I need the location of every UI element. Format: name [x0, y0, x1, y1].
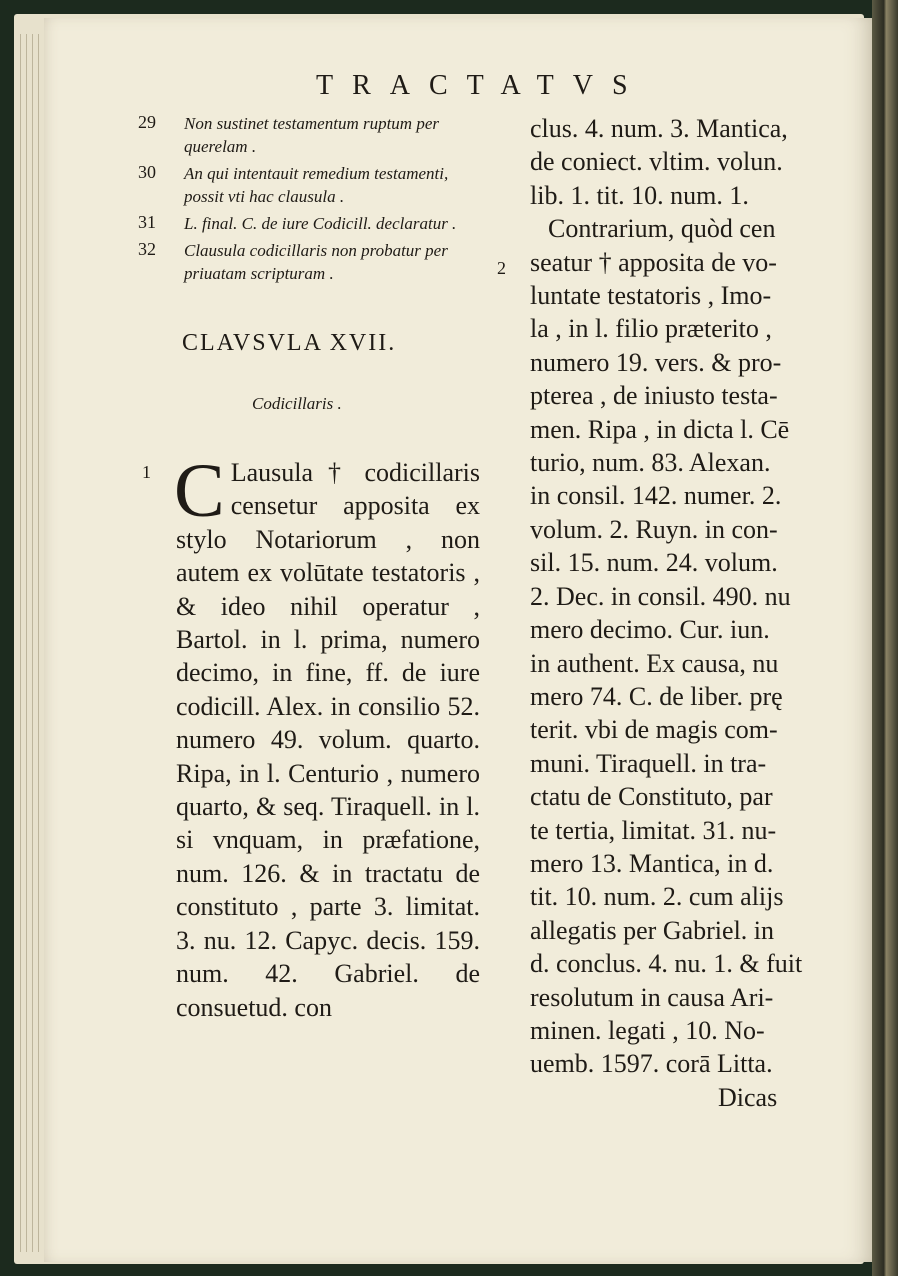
- text-line: minen. legati , 10. No-: [530, 1015, 765, 1045]
- drop-cap: C: [174, 449, 225, 533]
- index-text: Clausula codicillaris non probatur per priuatam scripturam .: [184, 241, 448, 283]
- text-line: muni. Tiraquell. in tra-: [530, 748, 767, 778]
- index-text: Non sustinet testamentum ruptum per querelam .: [184, 114, 439, 156]
- section-subtitle: Codicillaris .: [252, 394, 342, 413]
- text-line: mero 13. Mantica, in d.: [530, 848, 774, 878]
- text-line: in authent. Ex causa, nu: [530, 648, 779, 678]
- text-line: la , in l. filio præterito ,: [530, 314, 772, 344]
- text-line: d. conclus. 4. nu. 1. & fuit: [530, 949, 803, 979]
- margin-number: 1: [142, 462, 151, 482]
- index-number: 30: [138, 162, 156, 182]
- text-line: de coniect. vltim. volun.: [530, 147, 783, 177]
- right-column-text: [530, 112, 830, 1081]
- book-spine: [872, 0, 898, 1276]
- text-line: in consil. 142. numer. 2.: [530, 481, 782, 511]
- index-item: [138, 112, 483, 158]
- text-line: mero decimo. Cur. iun.: [530, 615, 770, 645]
- section-title: CLAVSVLA XVII.: [182, 330, 397, 356]
- text-line: mero 74. C. de liber. prę: [530, 681, 783, 711]
- page-edge-line: [38, 34, 39, 1252]
- text-line: terit. vbi de magis com-: [530, 715, 778, 745]
- index-item: [138, 162, 483, 208]
- page-edge-line: [32, 34, 33, 1252]
- index-number: 32: [138, 239, 156, 259]
- left-column-body: Lausula † codicillaris censetur apposita ex stylo Notariorum , non autem ex volūtate testatoris , & ideo nihil operatur , Bartol. in l. prima, numero decimo, in fine, ff. de iure codicill. Alex. in consilio 52. numero 49. volum. quarto. Ripa, in l. Centurio , numero quarto, & seq. Tiraquell. in l. si vnquam, in præfatione, num. 126. & in tractatu de constituto , parte 3. limitat. 3. nu. 12. Capyc. decis. 159. num. 42. Gabriel. de consuetud. con: [176, 458, 480, 1022]
- text-line: seatur † apposita de vo-: [530, 247, 777, 277]
- text-line: men. Ripa , in dicta l. Cē: [530, 414, 790, 444]
- index-text: An qui intentauit remedium testamenti, possit vti hac clausula .: [184, 164, 449, 206]
- text-line: allegatis per Gabriel. in: [530, 915, 775, 945]
- text-line: tit. 10. num. 2. cum alijs: [530, 882, 784, 912]
- text-line: volum. 2. Ruyn. in con-: [530, 514, 778, 544]
- text-line: pterea , de iniusto testa-: [530, 381, 778, 411]
- running-title: TRACTATVS: [316, 70, 647, 101]
- text-line: ctatu de Constituto, par: [530, 782, 773, 812]
- text-line: numero 19. vers. & pro-: [530, 347, 782, 377]
- index-item: [138, 212, 483, 235]
- page-edge-line: [20, 34, 21, 1252]
- index-number: 29: [138, 112, 156, 132]
- page-edge-line: [26, 34, 27, 1252]
- text-line: lib. 1. tit. 10. num. 1.: [530, 180, 749, 210]
- text-line: Contrarium, quòd cen: [548, 214, 776, 244]
- text-line: clus. 4. num. 3. Mantica,: [530, 114, 788, 143]
- text-line: te tertia, limitat. 31. nu-: [530, 815, 777, 845]
- catchword: Dicas: [718, 1083, 778, 1112]
- text-line: 2. Dec. in consil. 490. nu: [530, 581, 791, 611]
- index-number: 31: [138, 212, 156, 232]
- index-text: L. final. C. de iure Codicill. declaratur .: [184, 214, 457, 233]
- text-line: turio, num. 83. Alexan.: [530, 448, 771, 478]
- left-column-text: [174, 449, 480, 1024]
- text-line: resolutum in causa Ari-: [530, 982, 774, 1012]
- text-line: sil. 15. num. 24. volum.: [530, 548, 778, 578]
- text-line: luntate testatoris , Imo-: [530, 281, 772, 311]
- index-item: [138, 239, 483, 285]
- index-list: [138, 112, 483, 289]
- text-line: uemb. 1597. corā Litta.: [530, 1049, 773, 1079]
- margin-number: 2: [497, 258, 506, 278]
